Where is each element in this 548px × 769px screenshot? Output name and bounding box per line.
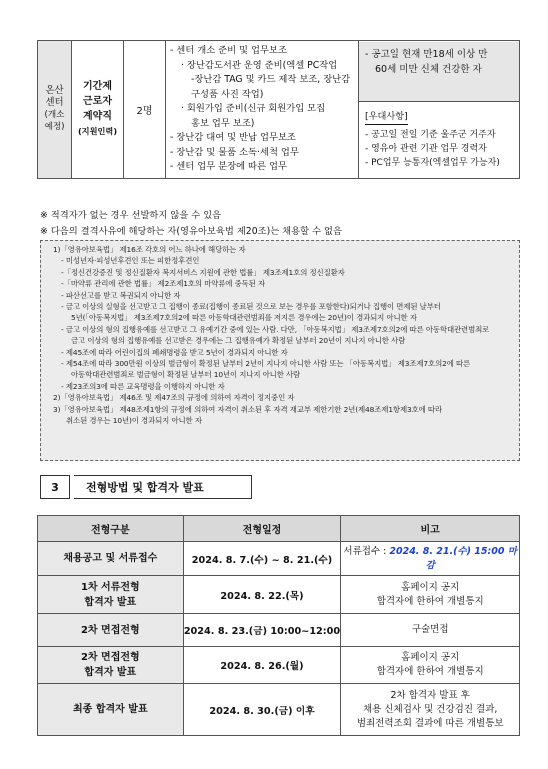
preferred-item: - 영유아 관련 기관 업무 경력자 [365,144,487,155]
note-cell [341,576,520,614]
employment-type-cell [72,41,124,179]
note-cell [341,647,520,684]
legal-line: 3)「영유아보육법」 제48조제1항의 규정에 의하여 자격이 취소된 후 자격 재교부 제한기한 2년(제48조제1항제3호에 따라 [53,404,443,414]
location-line: 센터 [45,97,64,109]
headcount-cell: 2명 [124,41,166,179]
stage-text: 합격자 발표 [84,667,137,678]
legal-line: 취소된 경우는 10년)이 경과되지 아니한 자 [66,416,202,426]
duty-line: · 회원가입 준비(신규 회원가입 모집 [181,103,326,114]
table-row [38,542,520,576]
section-title: 전형방법 및 합격자 발표 [74,475,252,499]
section-heading [40,475,252,499]
legal-line: - 미성년자·피성년후견인 또는 피한정후견인 [61,256,200,266]
employment-type-line: 기간제 [83,81,112,93]
stage-text: 합격자 발표 [84,596,137,608]
legal-line: 5년(「아동복지법」 제3조제7호의2에 따른 아동학대관련범죄를 저지른 경우에는 20년)이 경과되지 아니한 자 [71,313,417,323]
note-text: 홈페이지 공지 [401,652,460,663]
employment-type-line: 근로자 [83,96,112,108]
note-line: ※ 적격자가 없는 경우 선발하지 않을 수 있음 [40,210,222,221]
stage-cell [38,684,184,736]
table-row [38,647,520,684]
note-prefix: 서류접수 : [343,545,390,557]
duties-cell [166,41,359,179]
employment-type-sub: (지원인력) [77,126,118,137]
date-cell: 2024. 8. 23.(금) 10:00~12:00 [183,614,341,647]
note-text: 합격자에 한하여 개별통지 [376,666,484,677]
legal-line: 1)「영유아보육법」 제16조 각호의 어느 하나에 해당하는 자 [53,245,246,254]
stage-cell [38,614,184,647]
legal-line: 2)「영유아보육법」 제46조 및 제47조의 규정에 의하여 자격이 정지중인 자 [53,393,295,403]
legal-line: - 금고 이상의 형의 집행유예를 선고받고 그 유예기간 중에 있는 사람. 다만, 「아동복지법」 제3조제7호의2에 따른 아동학대관련범죄로 [61,324,490,334]
stage-text: 채용공고 및 서류접수 [63,553,158,564]
note-text: 2차 합격자 발표 후 [390,689,470,701]
duty-line: -장난감 TAG 및 카드 제작 보조, 장난감 [191,74,351,85]
stage-cell [38,576,184,614]
preferred-title: [우대사항] [365,110,408,125]
header-stage: 전형구분 [38,516,184,542]
stage-text: 1차 서류전형 [80,581,140,593]
preferred-box [359,102,519,176]
header-date: 전형일정 [183,516,341,542]
stage-text: 2차 면접전형 [80,652,140,663]
legal-line: 아동학대관련범죄로 벌금형이 확정된 날부터 10년이 지나지 아니한 사람 [71,370,301,380]
duty-line: - 센터 개소 준비 및 업무보조 [170,45,287,56]
header-note: 비고 [341,516,520,542]
duty-line: - 센터 업무 분장에 따른 업무 [170,161,287,172]
preferred-item: - PC업무 능통자(엑셀업무 가능자) [365,158,500,169]
legal-line: 금고 이상의 형의 집행유예를 선고받은 경우에는 그 집행유예가 확정된 날부터 20년이 지나지 아니한 사람 [71,336,406,346]
requirements-cell [359,41,520,179]
stage-text: 2차 면접전형 [80,624,140,636]
date-cell: 2024. 8. 26.(월) [183,647,341,684]
note-text: 범죄전력조회 결과에 따른 개별통보 [356,717,504,729]
table-row [38,576,520,614]
stage-text: 최종 합격자 발표 [73,704,148,715]
location-line: (개소 [44,110,65,121]
note-cell [341,542,520,576]
duty-line: 구성품 사진 작업) [191,88,264,100]
section-number: 3 [40,475,70,499]
schedule-table [37,515,520,736]
note-cell [341,614,520,647]
note-text: 합격자에 한하여 개별통지 [376,595,484,607]
eligibility-box [359,42,519,102]
legal-line: - 파산선고를 받고 복권되지 아니한 자 [61,290,181,300]
date-cell: 2024. 8. 22.(목) [183,576,341,614]
note-text: 홈페이지 공지 [401,581,460,593]
schedule-header-row [38,516,520,542]
legal-line: - 제23조의3에 따른 교육명령을 이행하지 아니한 자 [61,381,225,391]
location-cell [38,41,72,179]
date-cell: 2024. 8. 30.(금) 이후 [183,684,341,736]
eligibility-line: - 공고일 현재 만18세 이상 만 [365,49,488,61]
legal-line: -「정신건강증진 및 정신질환자 복지서비스 지원에 관한 법률」 제3조제1호의 정신질환자 [61,267,345,277]
legal-line: -「마약류 관리에 관한 법률」 제2조제1호의 마약류에 중독된 자 [61,279,266,289]
duty-line: - 장난감 및 물품 소독·세척 업무 [170,146,299,158]
duty-line: - 장난감 대여 및 반납 업무보조 [170,132,296,143]
employment-type-line: 계약직 [83,111,112,123]
duty-line: · 장난감도서관 운영 준비(엑셀 PC작업 [181,59,338,71]
stage-cell [38,542,184,576]
duty-line: 홍보 업무 보조) [191,117,255,129]
legal-line: - 제45조에 따라 어린이집의 폐쇄명령을 받고 5년이 경과되지 아니한 자 [61,347,288,357]
location-line: 예정) [44,122,65,133]
disqualification-box [40,240,520,461]
date-cell: 2024. 8. 7.(수) ~ 8. 21.(수) [183,542,341,576]
deadline-highlight: 2024. 8. 21.(수) 15:00 마감 [389,545,517,571]
stage-cell [38,647,184,684]
legal-line: - 금고 이상의 실형을 선고받고 그 집행이 종료(집행이 종료된 것으로 보는 경우를 포함한다)되거나 집행이 면제된 날부터 [61,302,441,312]
eligibility-line: 60세 미만 신체 건강한 자 [375,64,482,76]
note-text: 구술면접 [411,624,449,635]
table-row [38,614,520,647]
preferred-item: - 공고일 전일 기준 울주군 거주자 [365,130,496,141]
legal-line: - 제54조에 따라 300만원 이상의 벌금형이 확정된 날부터 2년이 지나지 아니한 사람 또는 「아동복지법」 제3조제7호의2에 따른 [61,359,471,369]
position-table [37,40,520,179]
table-row [38,684,520,736]
note-cell [341,684,520,736]
location-line: 온산 [45,85,64,97]
note-line: ※ 다음의 결격사유에 해당하는 자(영유아보육법 제20조)는 채용할 수 없음 [40,226,342,237]
note-text: 채용 신체검사 및 건강검진 결과, [362,703,498,715]
